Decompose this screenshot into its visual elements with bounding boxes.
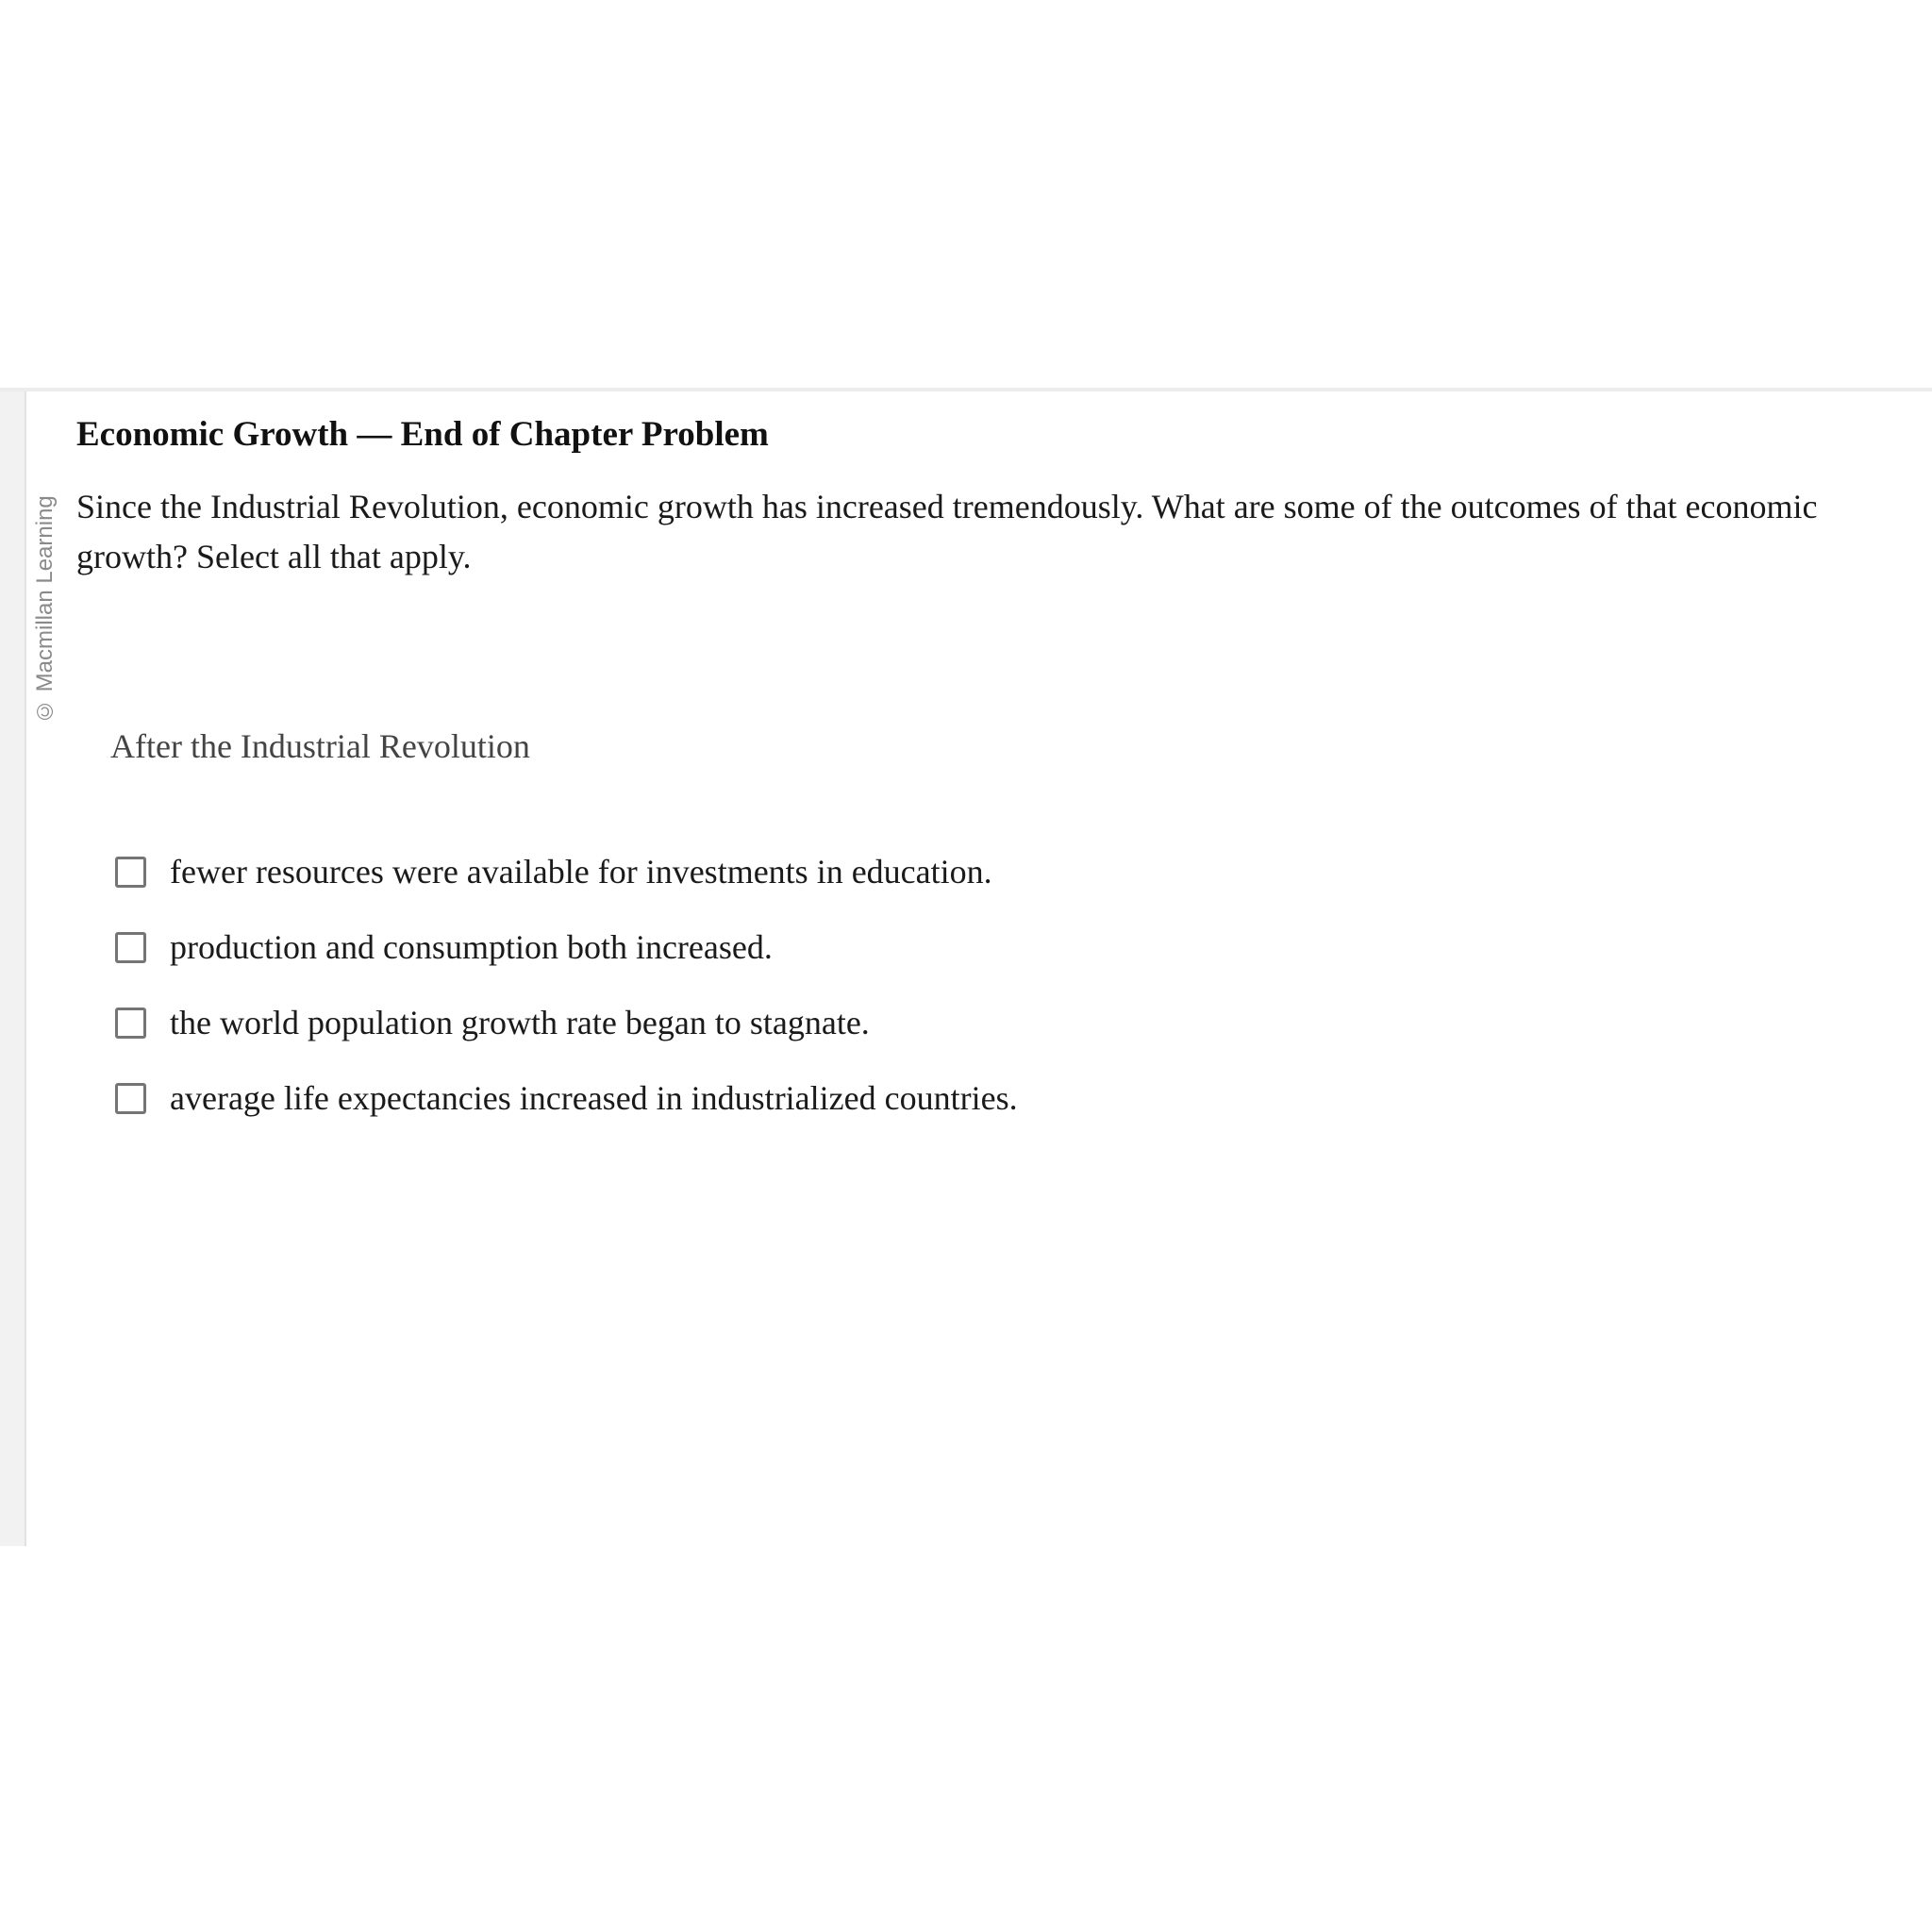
checkbox[interactable] — [115, 932, 146, 963]
checkbox[interactable] — [115, 857, 146, 888]
answer-option-label: production and consumption both increased. — [170, 928, 773, 966]
question-title: Economic Growth — End of Chapter Problem — [76, 415, 769, 454]
answer-option[interactable] — [115, 909, 1018, 985]
question-panel — [0, 388, 1932, 1546]
checkbox[interactable] — [115, 1008, 146, 1039]
options-subheading: After the Industrial Revolution — [110, 727, 530, 765]
answer-options-list — [115, 834, 1018, 1136]
answer-option-label: the world population growth rate began to stagnate. — [170, 1004, 870, 1041]
question-prompt: Since the Industrial Revolution, economic growth has increased tremendously. What are some of the outcomes of that economic growth? Select all that apply. — [76, 488, 1818, 575]
answer-option[interactable] — [115, 985, 1018, 1060]
copyright-notice: © Macmillan Learning — [32, 495, 58, 724]
answer-option[interactable] — [115, 834, 1018, 909]
answer-option-label: fewer resources were available for investments in education. — [170, 853, 992, 891]
checkbox[interactable] — [115, 1083, 146, 1114]
side-strip — [0, 391, 26, 1546]
answer-option-label: average life expectancies increased in industrialized countries. — [170, 1079, 1018, 1117]
answer-option[interactable] — [115, 1060, 1018, 1136]
